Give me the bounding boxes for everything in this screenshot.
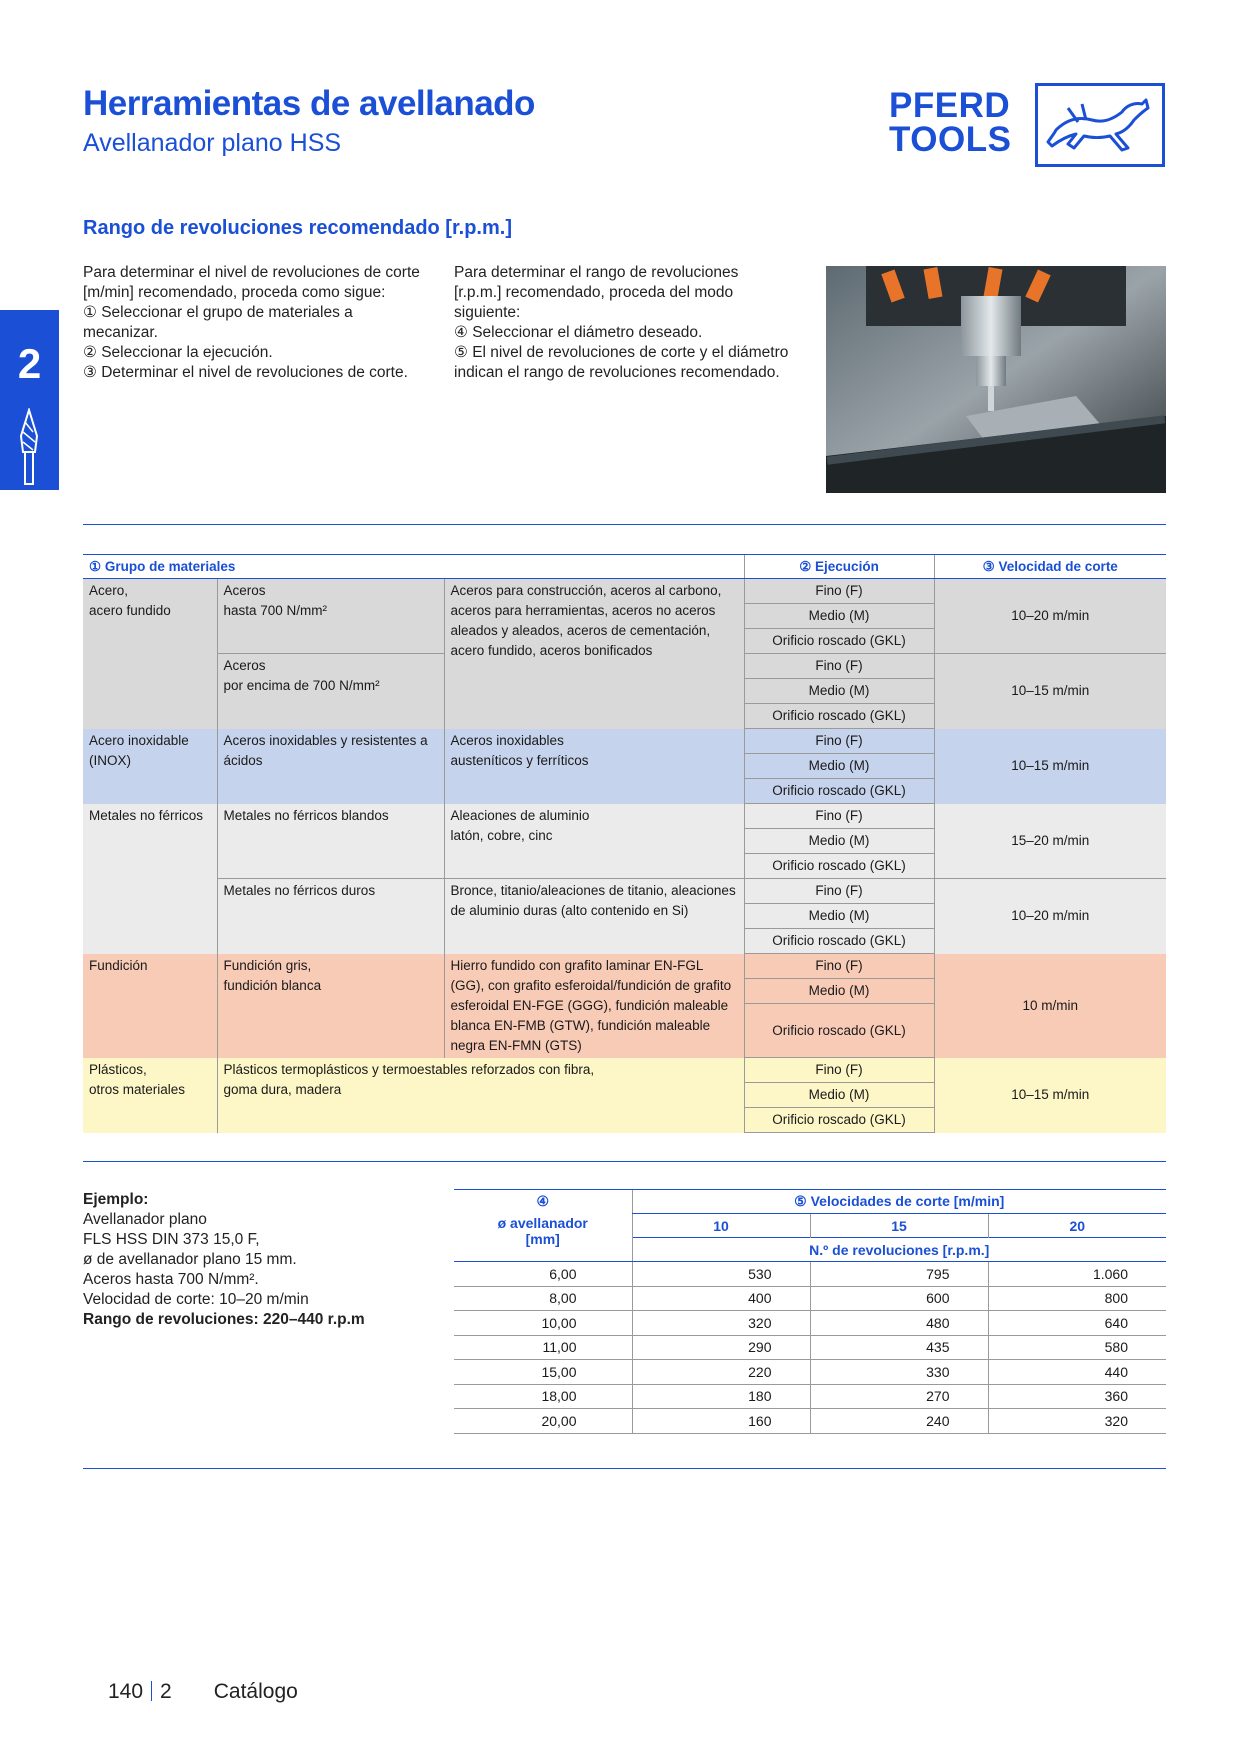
rpm-table [454, 1189, 1166, 1434]
execution-orificio: Orificio roscado (GKL) [744, 1108, 934, 1133]
example-line: FLS HSS DIN 373 15,0 F, [83, 1231, 260, 1248]
description-inox: Aceros inoxidables austeníticos y ferríticos [444, 729, 744, 804]
pferd-tools-logo [889, 83, 1165, 167]
logo-text-tools: TOOLS [889, 120, 1012, 159]
cell-rpm: 290 [632, 1335, 810, 1360]
intro-right-text [454, 263, 789, 383]
header-cutting-speeds: ⑤ Velocidades de corte [m/min] [632, 1190, 1166, 1214]
cell-rpm: 180 [632, 1384, 810, 1409]
table-row [454, 1286, 1166, 1311]
cell-rpm: 580 [988, 1335, 1166, 1360]
example-line: Aceros hasta 700 N/mm². [83, 1271, 259, 1288]
cell-rpm: 435 [810, 1335, 988, 1360]
cell-rpm: 220 [632, 1360, 810, 1385]
execution-medio: Medio (M) [744, 904, 934, 929]
intro-left-line: Para determinar el nivel de revoluciones de corte [m/min] recomendado, proceda como sigue: [83, 264, 420, 301]
intro-left-line: ③ Determinar el nivel de revoluciones de corte. [83, 364, 408, 381]
example-heading: Ejemplo: [83, 1191, 149, 1208]
intro-right-line: ④ Seleccionar el diámetro deseado. [454, 324, 703, 341]
countersink-tool-icon [17, 408, 41, 488]
speed-nf-blandos: 15–20 m/min [934, 804, 1166, 879]
execution-fino: Fino (F) [744, 729, 934, 754]
speed-fundicion: 10 m/min [934, 954, 1166, 1058]
header-revolutions: N.º de revoluciones [r.p.m.] [632, 1238, 1166, 1262]
execution-fino: Fino (F) [744, 879, 934, 904]
subgroup-nf-blandos: Metales no férricos blandos [217, 804, 444, 879]
table-row [454, 1409, 1166, 1434]
cell-rpm: 160 [632, 1409, 810, 1434]
materials-table [83, 554, 1166, 1133]
table-row [454, 1311, 1166, 1336]
cell-rpm: 330 [810, 1360, 988, 1385]
example-line: Velocidad de corte: 10–20 m/min [83, 1291, 309, 1308]
cell-rpm: 1.060 [988, 1262, 1166, 1287]
intro-left-line: ② Seleccionar la ejecución. [83, 344, 273, 361]
execution-fino: Fino (F) [744, 804, 934, 829]
page-footer [108, 1680, 298, 1704]
page-number: 140 [108, 1680, 144, 1703]
table-row [454, 1335, 1166, 1360]
chapter-tab [0, 310, 59, 490]
execution-orificio: Orificio roscado (GKL) [744, 704, 934, 729]
cell-rpm: 480 [810, 1311, 988, 1336]
cell-rpm: 600 [810, 1286, 988, 1311]
cell-rpm: 800 [988, 1286, 1166, 1311]
group-name-acero: Acero, acero fundido [83, 579, 217, 729]
header-speed-10: 10 [632, 1214, 810, 1238]
description-nf-blandos: Aleaciones de aluminio latón, cobre, cinc [444, 804, 744, 879]
group-name-no-ferricos: Metales no férricos [83, 804, 217, 954]
speed-plasticos: 10–15 m/min [934, 1058, 1166, 1133]
cell-rpm: 440 [988, 1360, 1166, 1385]
cell-diameter: 15,00 [454, 1360, 632, 1385]
cell-rpm: 360 [988, 1384, 1166, 1409]
intro-left-text [83, 263, 428, 383]
header-cutting-speed: ③ Velocidad de corte [934, 555, 1166, 579]
group-name-inox: Acero inoxidable (INOX) [83, 729, 217, 804]
cell-rpm: 320 [632, 1311, 810, 1336]
execution-orificio: Orificio roscado (GKL) [744, 1004, 934, 1058]
description-nf-duros: Bronce, titanio/aleaciones de titanio, aleaciones de aluminio duras (alto contenido en Si) [444, 879, 744, 954]
speed-nf-duros: 10–20 m/min [934, 879, 1166, 954]
description-fundicion: Hierro fundido con grafito laminar EN-FGL (GG), con grafito esferoidal/fundición de grafito esferoidal EN-FGE (GGG), fundición maleable blanca EN-FMB (GTW), fundición maleable negra EN-FMN (GTS) [444, 954, 744, 1058]
header-speed-20: 20 [988, 1214, 1166, 1238]
table-row [454, 1262, 1166, 1287]
description-plasticos: Plásticos termoplásticos y termoestables reforzados con fibra, goma dura, madera [217, 1058, 744, 1133]
logo-text-pferd: PFERD [889, 86, 1011, 125]
cell-diameter: 18,00 [454, 1384, 632, 1409]
cell-diameter: 6,00 [454, 1262, 632, 1287]
subgroup-aceros-over-700: Aceros por encima de 700 N/mm² [217, 654, 444, 729]
header-execution: ② Ejecución [744, 555, 934, 579]
execution-medio: Medio (M) [744, 604, 934, 629]
cell-rpm: 400 [632, 1286, 810, 1311]
cell-rpm: 795 [810, 1262, 988, 1287]
cell-rpm: 530 [632, 1262, 810, 1287]
intro-left-line: ① Seleccionar el grupo de materiales a mecanizar. [83, 304, 353, 341]
cell-rpm: 240 [810, 1409, 988, 1434]
execution-medio: Medio (M) [744, 754, 934, 779]
speed-acero-700: 10–20 m/min [934, 579, 1166, 654]
execution-fino: Fino (F) [744, 1058, 934, 1083]
header-speed-15: 15 [810, 1214, 988, 1238]
execution-fino: Fino (F) [744, 654, 934, 679]
chapter-number: 2 [17, 340, 42, 387]
execution-medio: Medio (M) [744, 829, 934, 854]
machining-photo [826, 266, 1166, 493]
header-material-group: ① Grupo de materiales [83, 555, 744, 579]
header-diameter-label: ø avellanador [mm] [454, 1214, 632, 1262]
catalog-label: Catálogo [213, 1680, 298, 1703]
execution-medio: Medio (M) [744, 979, 934, 1004]
table-row [454, 1384, 1166, 1409]
group-name-fundicion: Fundición [83, 954, 217, 1058]
page-subtitle: Avellanador plano HSS [83, 129, 342, 157]
description-acero: Aceros para construcción, aceros al carbono, aceros para herramientas, aceros no aceros aleados y aleados, aceros de cementación, acero fundido, aceros bonificados [444, 579, 744, 729]
section-heading: Rango de revoluciones recomendado [r.p.m.] [83, 217, 512, 239]
example-box [83, 1190, 413, 1330]
execution-medio: Medio (M) [744, 1083, 934, 1108]
speed-inox: 10–15 m/min [934, 729, 1166, 804]
subgroup-inox: Aceros inoxidables y resistentes a ácidos [217, 729, 444, 804]
example-result: Rango de revoluciones: 220–440 r.p.m [83, 1311, 365, 1328]
subgroup-nf-duros: Metales no férricos duros [217, 879, 444, 954]
divider [83, 1468, 1166, 1469]
cell-diameter: 8,00 [454, 1286, 632, 1311]
chapter-number: 2 [160, 1680, 172, 1703]
execution-orificio: Orificio roscado (GKL) [744, 929, 934, 954]
example-line: ø de avellanador plano 15 mm. [83, 1251, 297, 1268]
intro-right-line: ⑤ El nivel de revoluciones de corte y el diámetro indican el rango de revoluciones recomendado. [454, 344, 789, 381]
cell-diameter: 20,00 [454, 1409, 632, 1434]
example-line: Avellanador plano [83, 1211, 207, 1228]
execution-medio: Medio (M) [744, 679, 934, 704]
cell-rpm: 320 [988, 1409, 1166, 1434]
speed-acero-over-700: 10–15 m/min [934, 654, 1166, 729]
horse-icon [1035, 83, 1165, 167]
page-title: Herramientas de avellanado [83, 84, 535, 123]
cell-diameter: 10,00 [454, 1311, 632, 1336]
execution-orificio: Orificio roscado (GKL) [744, 854, 934, 879]
header-diameter-marker: ④ [454, 1190, 632, 1214]
group-name-plasticos: Plásticos, otros materiales [83, 1058, 217, 1133]
execution-fino: Fino (F) [744, 954, 934, 979]
footer-separator [151, 1681, 152, 1701]
execution-fino: Fino (F) [744, 579, 934, 604]
execution-orificio: Orificio roscado (GKL) [744, 779, 934, 804]
cell-diameter: 11,00 [454, 1335, 632, 1360]
subgroup-aceros-700: Aceros hasta 700 N/mm² [217, 579, 444, 654]
cell-rpm: 270 [810, 1384, 988, 1409]
divider [83, 1161, 1166, 1162]
divider [83, 524, 1166, 525]
subgroup-fundicion: Fundición gris, fundición blanca [217, 954, 444, 1058]
table-row [454, 1360, 1166, 1385]
cell-rpm: 640 [988, 1311, 1166, 1336]
intro-right-line: Para determinar el rango de revoluciones [r.p.m.] recomendado, proceda del modo siguiente: [454, 264, 739, 321]
execution-orificio: Orificio roscado (GKL) [744, 629, 934, 654]
